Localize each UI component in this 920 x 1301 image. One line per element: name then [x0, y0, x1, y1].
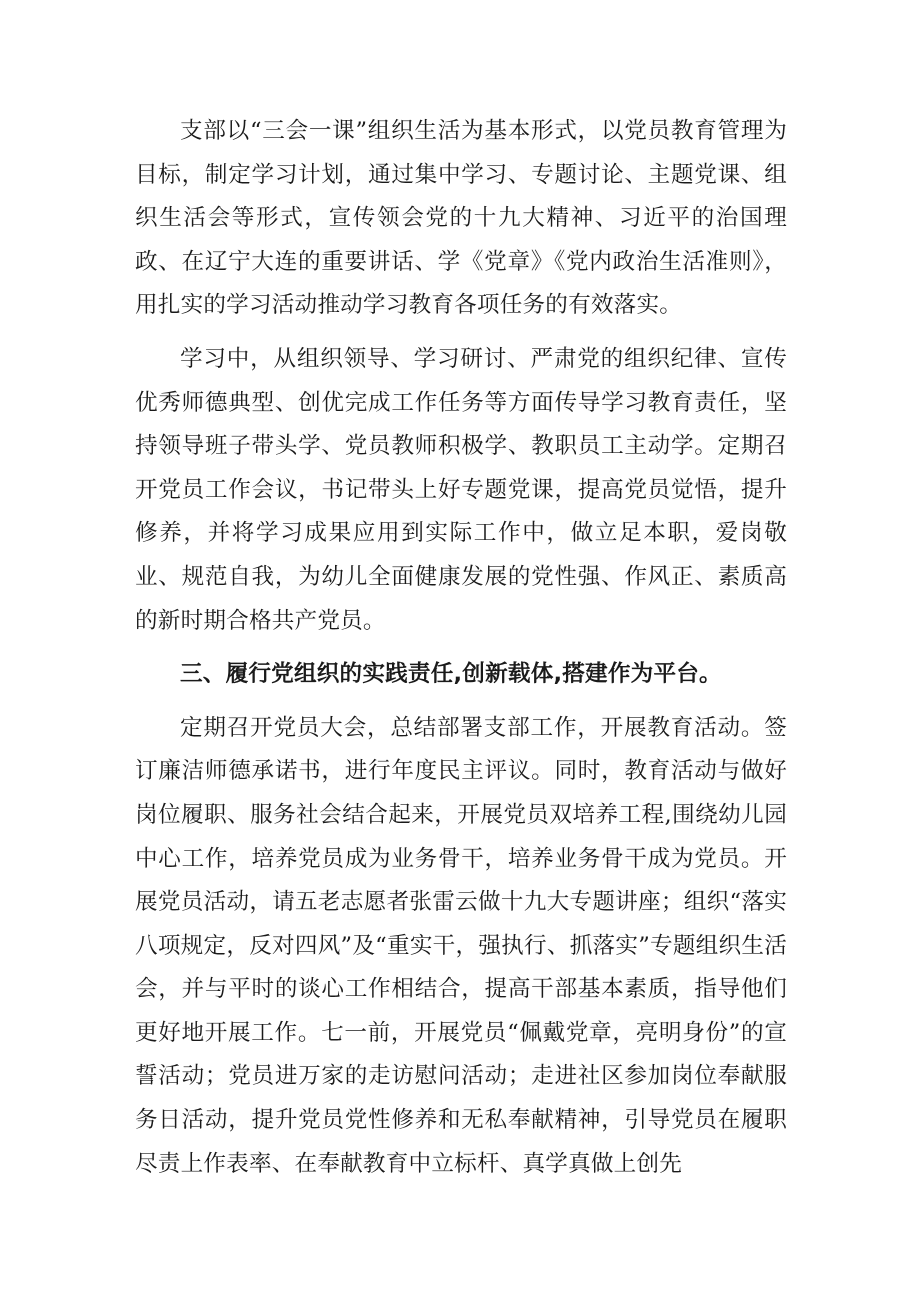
body-paragraph-1: 支部以“三会一课”组织生活为基本形式，以党员教育管理为目标，制定学习计划，通过集中学习、专题讨论、主题党课、组织生活会等形式，宣传领会党的十九大精神、习近平的治国理政、在辽宁大连的重要讲话、学《党章》《党内政治生活准则》，用扎实的学习活动推动学习教育各项任务的有效落实。	[135, 118, 787, 319]
document-body	[135, 110, 787, 1186]
body-paragraph-2: 学习中，从组织领导、学习研讨、严肃党的组织纪律、宣传优秀师德典型、创优完成工作任务等方面传导学习教育责任，坚持领导班子带头学、党员教师积极学、教职员工主动学。定期召开党员工作会议，书记带头上好专题党课，提高党员觉悟，提升修养，并将学习成果应用到实际工作中，做立足本职，爱岗敬业、规范自我，为幼儿全面健康发展的党性强、作风正、素质高的新时期合格共产党员。	[135, 345, 787, 634]
section-heading: 三、履行党组织的实践责任,创新载体,搭建作为平台。	[180, 661, 722, 688]
section-paragraph: 定期召开党员大会，总结部署支部工作，开展教育活动。签订廉洁师德承诺书，进行年度民主评议。同时，教育活动与做好岗位履职、服务社会结合起来，开展党员双培养工程,围绕幼儿园中心工作，培养党员成为业务骨干，培养业务骨干成为党员。开展党员活动，请五老志愿者张雷云做十九大专题讲座；组织“落实八项规定，反对四风”及“重实干，强执行、抓落实”专题组织生活会，并与平时的谈心工作相结合，提高干部基本素质，指导他们更好地开展工作。七一前，开展党员“佩戴党章，亮明身份”的宣誓活动；党员进万家的走访慰问活动；走进社区参加岗位奉献服务日活动，提升党员党性修养和无私奉献精神，引导党员在履职尽责上作表率、在奉献教育中立标杆、真学真做上创先	[135, 714, 787, 1177]
